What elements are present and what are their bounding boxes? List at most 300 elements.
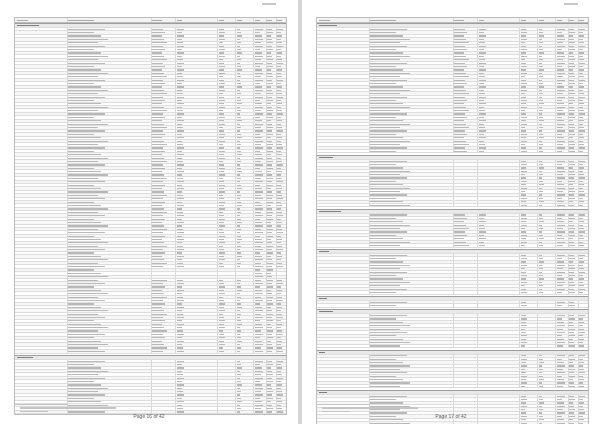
table-cell (152, 239, 162, 240)
table-cell (152, 330, 167, 331)
table-cell (539, 73, 542, 74)
table-cell (521, 255, 526, 256)
column-divider (477, 214, 478, 216)
column-divider (555, 301, 556, 303)
column-divider (369, 150, 370, 152)
table-cell (579, 409, 584, 410)
table-cell (579, 379, 584, 380)
column-divider (151, 204, 152, 206)
table-cell (539, 42, 543, 43)
column-divider (477, 375, 478, 377)
column-divider (235, 404, 236, 406)
column-divider (369, 231, 370, 233)
table-cell (579, 369, 584, 370)
table-cell (569, 194, 574, 195)
table-cell (68, 174, 108, 175)
column-divider (537, 126, 538, 128)
table-cell (521, 198, 527, 199)
column-divider (253, 65, 254, 67)
table-cell (255, 168, 260, 169)
table-cell (237, 195, 241, 196)
column-divider (578, 375, 579, 377)
column-divider (453, 254, 454, 256)
column-divider (519, 106, 520, 108)
column-divider (175, 211, 176, 213)
column-divider (217, 316, 218, 318)
table-cell (255, 398, 260, 399)
column-divider (369, 331, 370, 333)
column-divider (453, 378, 454, 380)
column-divider (369, 72, 370, 74)
table-cell (370, 396, 407, 397)
column-divider (477, 52, 478, 54)
column-divider (67, 52, 68, 54)
column-divider (67, 35, 68, 37)
column-divider (276, 106, 277, 108)
column-divider (555, 378, 556, 380)
column-divider (568, 170, 569, 172)
column-divider (537, 42, 538, 44)
column-divider (568, 375, 569, 377)
column-divider (253, 411, 254, 413)
table-cell (68, 239, 101, 240)
table-cell (454, 56, 466, 57)
table-cell (152, 97, 163, 98)
column-divider (453, 180, 454, 182)
column-divider (151, 289, 152, 291)
table-cell (569, 402, 573, 403)
table-cell (255, 73, 263, 74)
table-cell (370, 325, 410, 326)
table-cell (68, 137, 101, 138)
table-cell (152, 171, 162, 172)
table-cell (454, 124, 466, 125)
table-cell (569, 90, 574, 91)
table-cell (521, 386, 525, 387)
table-cell (579, 144, 584, 145)
table-cell (255, 151, 260, 152)
table-cell (267, 361, 272, 362)
column-divider (266, 373, 267, 375)
column-divider (253, 133, 254, 135)
column-divider (369, 201, 370, 203)
column-divider (217, 147, 218, 149)
column-divider (369, 99, 370, 101)
table-cell (579, 231, 585, 232)
table-cell (177, 171, 184, 172)
column-divider (67, 96, 68, 98)
column-divider (217, 55, 218, 57)
column-divider (453, 288, 454, 290)
column-divider (578, 109, 579, 111)
column-divider (568, 368, 569, 370)
table-cell (277, 317, 283, 318)
table-cell (255, 134, 260, 135)
column-divider (266, 252, 267, 254)
column-divider (568, 395, 569, 397)
column-divider (537, 361, 538, 363)
column-divider (67, 109, 68, 111)
column-divider (235, 235, 236, 237)
column-divider (67, 286, 68, 288)
table-cell (277, 384, 282, 385)
table-cell (579, 107, 583, 108)
column-divider (555, 318, 556, 320)
column-divider (235, 123, 236, 125)
column-divider (477, 365, 478, 367)
column-divider (276, 373, 277, 375)
table-cell (539, 275, 543, 276)
table-cell (557, 409, 563, 410)
table-cell (539, 396, 542, 397)
table-cell (255, 181, 263, 182)
table-cell (557, 130, 565, 131)
table-cell (177, 39, 182, 40)
column-divider (555, 358, 556, 360)
table-cell (267, 191, 272, 192)
table-cell (219, 198, 224, 199)
table-cell (255, 198, 263, 199)
table-cell (255, 39, 263, 40)
table-cell (177, 158, 182, 159)
column-divider (175, 407, 176, 409)
column-divider (217, 28, 218, 30)
table-cell (539, 161, 542, 162)
column-divider (578, 42, 579, 44)
column-divider (253, 99, 254, 101)
column-divider (151, 89, 152, 91)
column-divider (151, 248, 152, 250)
column-divider (175, 373, 176, 375)
column-divider (453, 38, 454, 40)
column-divider (568, 241, 569, 243)
table-cell (177, 144, 183, 145)
table-cell (521, 396, 526, 397)
column-divider (217, 126, 218, 128)
table-cell (569, 103, 573, 104)
column-divider (217, 326, 218, 328)
table-cell (277, 330, 282, 331)
column-divider (369, 220, 370, 222)
table-cell (219, 46, 224, 47)
column-divider (217, 177, 218, 179)
column-divider (578, 133, 579, 135)
column-divider (369, 358, 370, 360)
column-divider (578, 224, 579, 226)
column-divider (217, 282, 218, 284)
table-cell (370, 56, 410, 57)
table-cell (557, 235, 562, 236)
table-cell (177, 20, 182, 21)
table-cell (267, 39, 272, 40)
column-divider (235, 262, 236, 264)
column-divider (217, 259, 218, 261)
column-divider (369, 288, 370, 290)
table-cell (177, 327, 182, 328)
table-cell (219, 29, 224, 30)
column-divider (555, 194, 556, 196)
column-divider (578, 38, 579, 40)
table-cell (255, 401, 262, 402)
column-divider (67, 262, 68, 264)
table-cell (152, 198, 163, 199)
column-divider (477, 398, 478, 400)
column-divider (276, 269, 277, 271)
column-divider (578, 368, 579, 370)
column-divider (369, 257, 370, 259)
table-cell (177, 35, 184, 36)
column-divider (235, 106, 236, 108)
column-divider (276, 255, 277, 257)
column-divider (217, 252, 218, 254)
table-cell (177, 293, 182, 294)
table-cell (370, 376, 396, 377)
column-divider (266, 286, 267, 288)
column-divider (253, 59, 254, 61)
column-divider (578, 96, 579, 98)
table-cell (152, 283, 163, 284)
column-divider (235, 150, 236, 152)
table-cell (539, 76, 543, 77)
column-divider (151, 411, 152, 413)
table-cell (237, 137, 242, 138)
table-cell (68, 134, 94, 135)
table-cell (152, 130, 163, 131)
table-cell (177, 202, 182, 203)
column-divider (235, 191, 236, 193)
column-divider (568, 402, 569, 404)
table-cell (152, 232, 163, 233)
column-divider (235, 214, 236, 216)
table-cell (539, 137, 544, 138)
column-divider (369, 123, 370, 125)
table-cell (152, 229, 167, 230)
column-divider (235, 282, 236, 284)
column-divider (519, 123, 520, 125)
table-cell (539, 359, 543, 360)
column-divider (67, 343, 68, 345)
column-divider (477, 395, 478, 397)
table-cell (569, 278, 573, 279)
table-cell (237, 29, 240, 30)
column-divider (67, 137, 68, 139)
table-cell (152, 161, 167, 162)
column-divider (151, 167, 152, 169)
table-cell (267, 198, 272, 199)
column-divider (568, 137, 569, 139)
table-cell (177, 408, 183, 409)
column-divider (253, 262, 254, 264)
table-cell (521, 151, 527, 152)
table-cell (219, 283, 224, 284)
table-cell (152, 66, 165, 67)
table-cell (539, 289, 542, 290)
table-cell (579, 322, 584, 323)
column-divider (217, 313, 218, 315)
column-divider (519, 398, 520, 400)
column-divider (578, 304, 579, 306)
table-cell (521, 342, 527, 343)
table-cell (267, 384, 271, 385)
table-cell (267, 280, 273, 281)
column-divider (266, 411, 267, 413)
table-cell (569, 258, 575, 259)
column-divider (276, 380, 277, 382)
column-divider (217, 65, 218, 67)
table-cell (152, 286, 165, 287)
column-divider (276, 137, 277, 139)
table-cell (219, 161, 223, 162)
column-divider (235, 245, 236, 247)
table-cell (267, 174, 272, 175)
table-cell (219, 232, 224, 233)
column-divider (477, 237, 478, 239)
column-divider (276, 390, 277, 392)
column-divider (519, 358, 520, 360)
table-cell (267, 154, 271, 155)
table-cell (219, 225, 225, 226)
column-divider (217, 255, 218, 257)
column-divider (578, 55, 579, 57)
table-cell (579, 130, 585, 131)
table-cell (370, 221, 403, 222)
table-cell (68, 307, 101, 308)
table-cell (579, 201, 584, 202)
table-cell (579, 318, 583, 319)
column-divider (276, 262, 277, 264)
table-cell (569, 141, 574, 142)
column-divider (578, 173, 579, 175)
table-cell (219, 141, 225, 142)
table-cell (177, 232, 184, 233)
column-divider (67, 177, 68, 179)
column-divider (453, 314, 454, 316)
table-cell (237, 97, 240, 98)
column-divider (175, 143, 176, 145)
column-divider (568, 167, 569, 169)
table-cell (539, 130, 542, 131)
column-divider (175, 384, 176, 386)
column-divider (568, 244, 569, 246)
table-cell (152, 303, 165, 304)
table-cell (255, 388, 263, 389)
table-cell (569, 147, 574, 148)
table-cell (68, 367, 101, 368)
column-divider (235, 157, 236, 159)
table-cell (152, 246, 167, 247)
column-divider (519, 331, 520, 333)
column-divider (568, 187, 569, 189)
column-divider (266, 299, 267, 301)
table-cell (521, 201, 526, 202)
table-cell (319, 251, 329, 252)
column-divider (266, 225, 267, 227)
column-divider (253, 323, 254, 325)
table-cell (370, 272, 407, 273)
table-cell (68, 93, 98, 94)
column-divider (519, 86, 520, 88)
column-divider (175, 242, 176, 244)
table-cell (152, 337, 165, 338)
column-divider (537, 321, 538, 323)
column-divider (217, 31, 218, 33)
table-cell (267, 59, 273, 60)
table-cell (539, 242, 542, 243)
column-divider (555, 82, 556, 84)
column-divider (217, 397, 218, 399)
column-divider (235, 347, 236, 349)
column-divider (578, 365, 579, 367)
table-cell (177, 239, 184, 240)
column-divider (253, 181, 254, 183)
column-divider (537, 278, 538, 280)
table-cell (255, 90, 263, 91)
table-cell (579, 402, 584, 403)
table-cell (177, 154, 184, 155)
column-divider (253, 204, 254, 206)
table-cell (255, 341, 262, 342)
column-divider (568, 288, 569, 290)
column-divider (568, 234, 569, 236)
column-divider (519, 375, 520, 377)
column-divider (519, 190, 520, 192)
column-divider (537, 167, 538, 169)
column-divider (253, 299, 254, 301)
table-cell (267, 178, 273, 179)
column-divider (217, 411, 218, 413)
table-cell (454, 221, 464, 222)
table-cell (479, 59, 485, 60)
column-divider (175, 360, 176, 362)
column-divider (266, 109, 267, 111)
table-cell (579, 278, 584, 279)
column-divider (555, 382, 556, 384)
table-cell (557, 362, 564, 363)
table-cell (267, 181, 272, 182)
column-divider (235, 238, 236, 240)
column-divider (276, 167, 277, 169)
table-cell (579, 282, 583, 283)
table-cell (237, 246, 241, 247)
table-cell (177, 110, 183, 111)
table-cell (579, 83, 583, 84)
table-cell (177, 63, 184, 64)
column-divider (555, 214, 556, 216)
column-divider (217, 184, 218, 186)
table-cell (539, 365, 542, 366)
column-divider (67, 252, 68, 254)
column-divider (151, 174, 152, 176)
table-cell (177, 188, 184, 189)
table-cell (255, 76, 261, 77)
column-divider (266, 276, 267, 278)
table-cell (152, 134, 165, 135)
table-cell (557, 245, 563, 246)
column-divider (276, 303, 277, 305)
table-cell (68, 314, 98, 315)
column-divider (477, 123, 478, 125)
column-divider (453, 321, 454, 323)
column-divider (266, 248, 267, 250)
column-divider (151, 42, 152, 44)
table-cell (539, 151, 543, 152)
column-divider (555, 113, 556, 115)
table-cell (177, 259, 182, 260)
column-divider (453, 86, 454, 88)
table-cell (237, 158, 240, 159)
table-cell (277, 164, 283, 165)
table-cell (277, 144, 282, 145)
